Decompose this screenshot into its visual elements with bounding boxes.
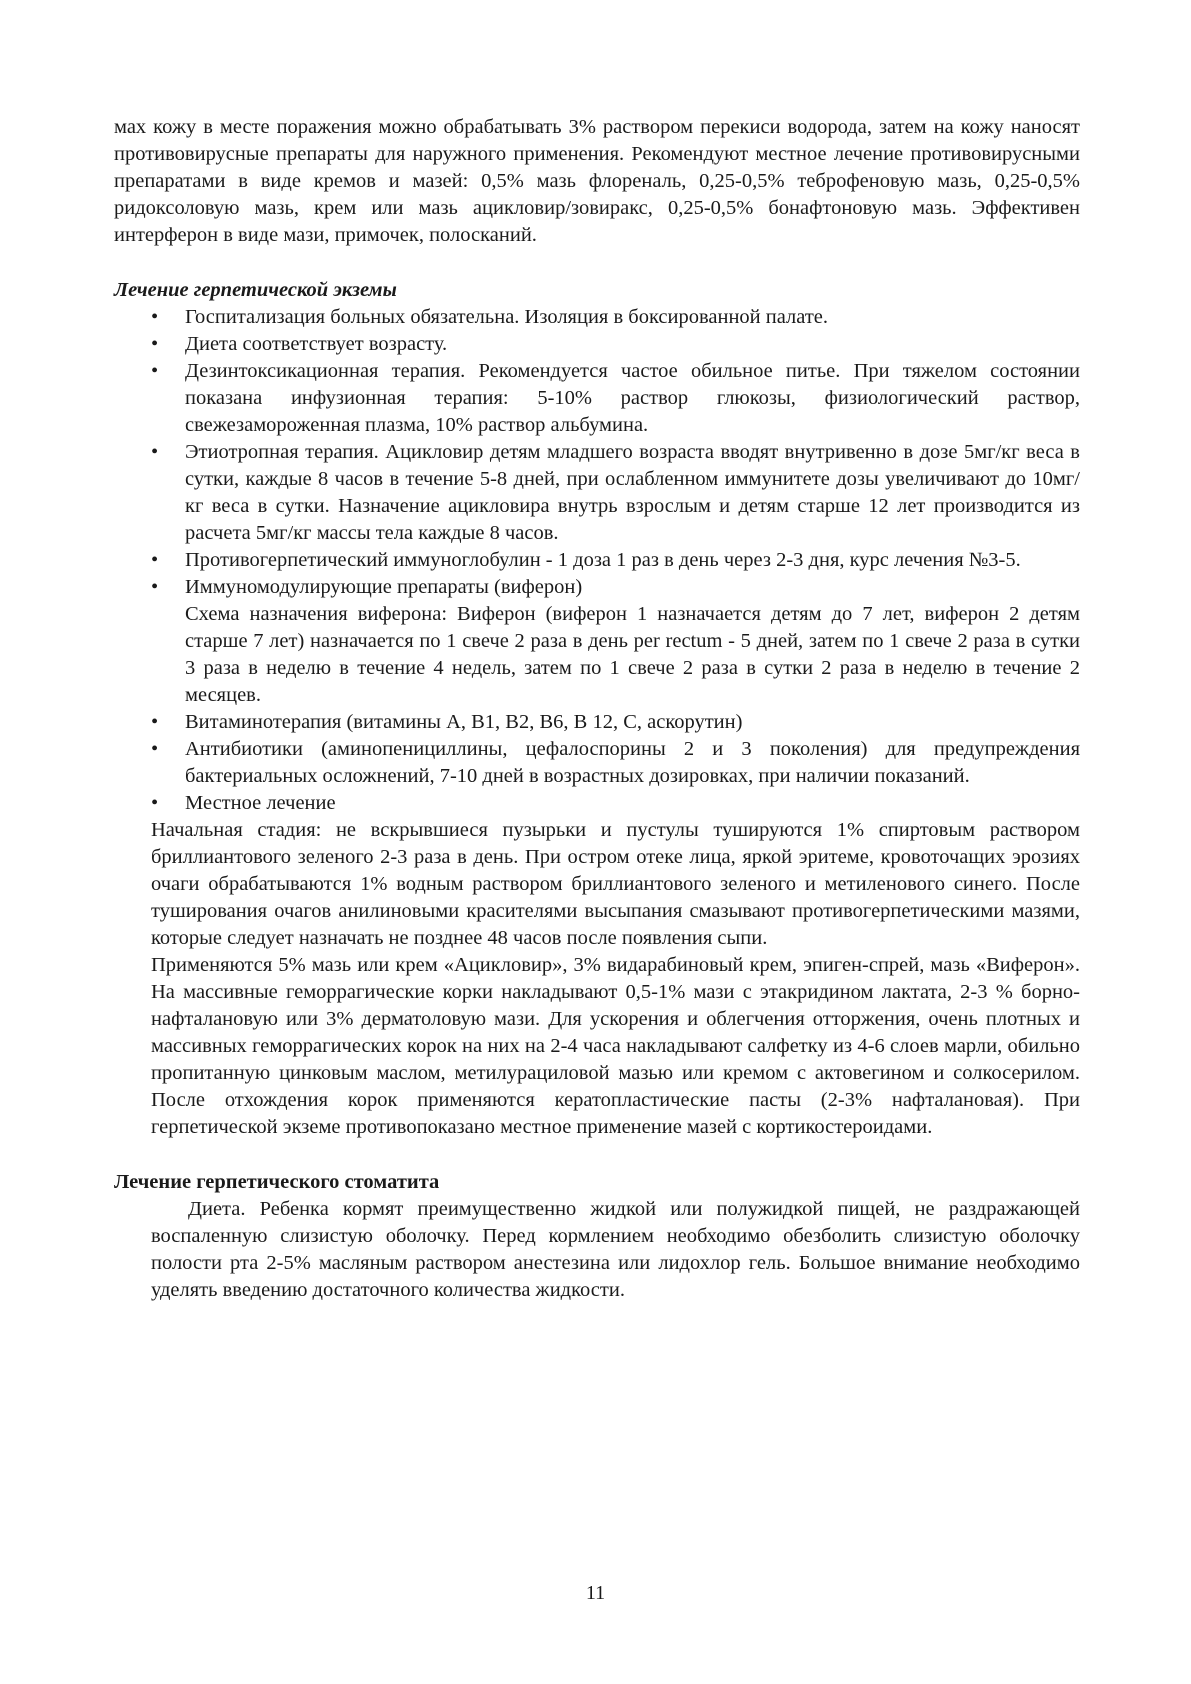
viferon-scheme-text: Схема назначения виферона: Виферон (виферон 1 назначается детям до 7 лет, виферон 2 детям старше 7 лет) назначается по 1 свече 2 раза в день per rectum - 5 дней, затем по 1 свече 2 раза в сутки 3 раза в неделю в течение 4 недель, затем по 1 свече 2 раза в сутки 2 раза в неделю в течение 2 месяцев.: [185, 603, 1080, 706]
bullet-icon: •: [151, 576, 159, 598]
list-item: [114, 358, 1080, 439]
bullet-icon: •: [151, 549, 159, 571]
bullet-icon: •: [151, 333, 159, 355]
stomatitis-paragraph: Диета. Ребенка кормят преимущественно жидкой или полужидкой пищей, не раздражающей воспаленную слизистую оболочку. Перед кормлением необходимо обезболить слизистую оболочку полости рта 2-5% масляным раствором анестезина или лидохлор гель. Большое внимание необходимо уделять введению достаточного количества жидкости.: [151, 1198, 1080, 1301]
list-item-text: Этиотропная терапия. Ацикловир детям младшего возраста вводят внутривенно в дозе 5мг/кг веса в сутки, каждые 8 часов в течение 5-8 дней, при ослабленном иммунитете дозы увеличивают до 10мг/кг веса в сутки. Назначение ацикловира внутрь взрослым и детям старше 12 лет производится из расчета 5мг/кг массы тела каждые 8 часов.: [185, 441, 1080, 544]
list-item-text: Дезинтоксикационная терапия. Рекомендуется частое обильное питье. При тяжелом состоянии показана инфузионная терапия: 5-10% раствор глюкозы, физиологический раствор, свежезамороженная плазма, 10% раствор альбумина.: [185, 360, 1080, 436]
bullet-icon: •: [151, 306, 159, 328]
list-item: [114, 574, 1080, 709]
eczema-heading: Лечение герпетической экземы: [114, 279, 397, 301]
list-item-text: Иммуномодулирующие препараты (виферон): [185, 576, 583, 598]
page-number: 11: [585, 1582, 606, 1604]
eczema-treatment-list: [114, 304, 1080, 817]
document-page: [114, 114, 1080, 1304]
list-item: [114, 709, 1080, 736]
list-item: [114, 439, 1080, 547]
intro-paragraph: мах кожу в месте поражения можно обрабатывать 3% раствором перекиси водорода, затем на кожу наносят противовирусные препараты для наружного применения. Рекомендуют местное лечение противовирусными препаратами в виде кремов и мазей: 0,5% мазь флореналь, 0,25-0,5% теброфеновую мазь, 0,25-0,5% ридоксоловую мазь, крем или мазь ацикловир/зовиракс, 0,25-0,5% бонафтоновую мазь. Эффективен интерферон в виде мази, примочек, полосканий.: [114, 116, 1080, 246]
list-item: [114, 547, 1080, 574]
local-treatment-paragraph-1: Начальная стадия: не вскрывшиеся пузырьки и пустулы тушируются 1% спиртовым раствором бриллиантового зеленого 2-3 раза в день. При остром отеке лица, яркой эритеме, кровоточащих эрозиях очаги обрабатываются 1% водным раствором бриллиантового зеленого и метиленового синего. После туширования очагов анилиновыми красителями высыпания смазывают противогерпетическими мазями, которые следует назначать не позднее 48 часов после появления сыпи.: [151, 819, 1080, 949]
bullet-icon: •: [151, 792, 159, 814]
bullet-icon: •: [151, 738, 159, 760]
list-item-text: Противогерпетический иммуноглобулин - 1 доза 1 раз в день через 2-3 дня, курс лечения №3-5.: [185, 549, 1021, 571]
local-treatment-paragraph-2: Применяются 5% мазь или крем «Ацикловир», 3% видарабиновый крем, эпиген-спрей, мазь «Виферон». На массивные геморрагические корки накладывают 0,5-1% мази с этакридином лактата, 2-3 % борно-нафталановую или 3% дерматоловую мази. Для ускорения и облегчения отторжения, очень плотных и массивных геморрагических корок на них на 2-4 часа накладывают салфетку из 4-6 слоев марли, обильно пропитанную цинковым маслом, метилурациловой мазью или кремом с актовегином и солкосерилом. После отхождения корок применяются кератопластические пасты (2-3% нафталановая). При герпетической экземе противопоказано местное применение мазей с кортикостероидами.: [151, 954, 1080, 1138]
list-item: [114, 304, 1080, 331]
list-item-text: Диета соответствует возрасту.: [185, 333, 448, 355]
list-item: [114, 790, 1080, 817]
list-item: [114, 331, 1080, 358]
list-item-text: Антибиотики (аминопенициллины, цефалоспорины 2 и 3 поколения) для предупреждения бактериальных осложнений, 7-10 дней в возрастных дозировках, при наличии показаний.: [185, 738, 1080, 787]
list-item-text: Витаминотерапия (витамины А, В1, В2, В6, В 12, С, аскорутин): [185, 711, 743, 733]
list-item-text: Местное лечение: [185, 792, 336, 814]
bullet-icon: •: [151, 441, 159, 463]
stomatitis-heading: Лечение герпетического стоматита: [114, 1171, 440, 1193]
bullet-icon: •: [151, 360, 159, 382]
bullet-icon: •: [151, 711, 159, 733]
list-item-text: Госпитализация больных обязательна. Изоляция в боксированной палате.: [185, 306, 829, 328]
list-item: [114, 736, 1080, 790]
